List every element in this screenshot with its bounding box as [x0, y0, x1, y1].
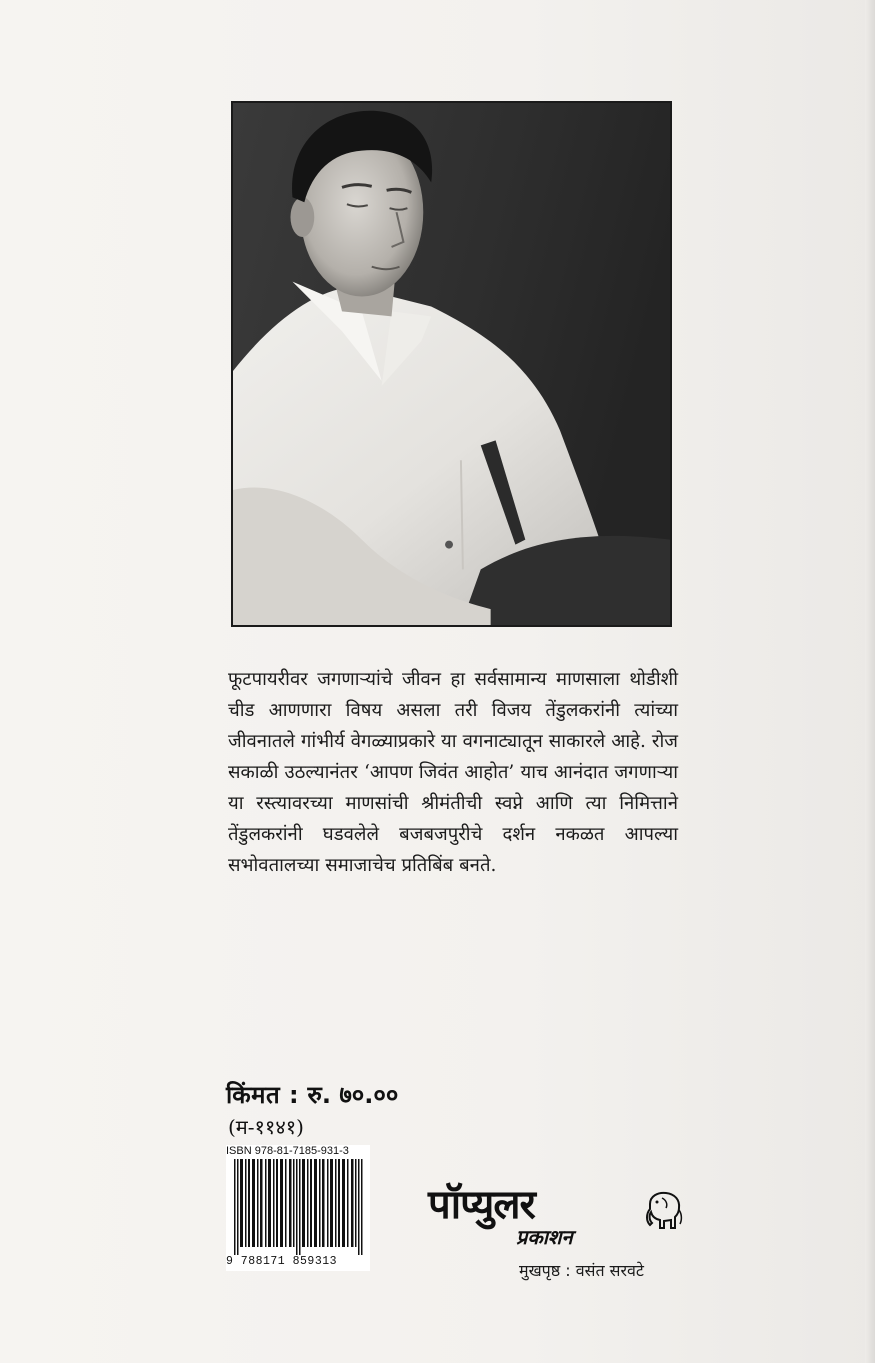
- catalog-code: (म-११४१): [228, 1115, 304, 1139]
- publisher-logo: [428, 1182, 658, 1249]
- publisher-subtitle: प्रकाशन: [516, 1225, 573, 1249]
- isbn-label: ISBN 978-81-7185-931-3: [226, 1145, 349, 1157]
- barcode-digits: 9 788171 859313: [226, 1255, 338, 1268]
- barcode-block: [226, 1145, 370, 1271]
- price: [226, 1078, 398, 1111]
- author-photo: [231, 101, 672, 627]
- book-blurb: [228, 664, 678, 881]
- price-value: रु. ७०.००: [307, 1081, 399, 1109]
- publisher-name: पॉप्युलर: [428, 1182, 535, 1228]
- blurb-text: फूटपायरीवर जगणाऱ्यांचे जीवन हा सर्वसामान्य माणसाला थोडीशी चीड आणणारा विषय असला तरी विजय तेंडुलकरांनी त्यांच्या जीवनातले गांभीर्य वेगळ्याप्रकारे या वगनाट्यातून साकारले आहे. रोज सकाळी उठल्यानंतर ‘आपण जिवंत आहोत’ याच आनंदात जगणाऱ्या या रस्त्यावरच्या माणसांची श्रीमंतीची स्वप्ने आणि त्या निमित्ताने तेंडुलकरांनी घडवलेले बजबजपुरीचे दर्शन नकळत आपल्या सभोवतालच्या समाजाचेच प्रतिबिंब बनते.: [228, 669, 678, 876]
- barcode-icon: [228, 1159, 368, 1255]
- cover-credit: मुखपृष्ठ : वसंत सरवटे: [519, 1261, 644, 1280]
- cover-edge-shadow: [865, 0, 875, 1363]
- price-label: किंमत :: [226, 1081, 300, 1109]
- elephant-logo-icon: [644, 1190, 684, 1236]
- author-portrait-image: [233, 103, 670, 625]
